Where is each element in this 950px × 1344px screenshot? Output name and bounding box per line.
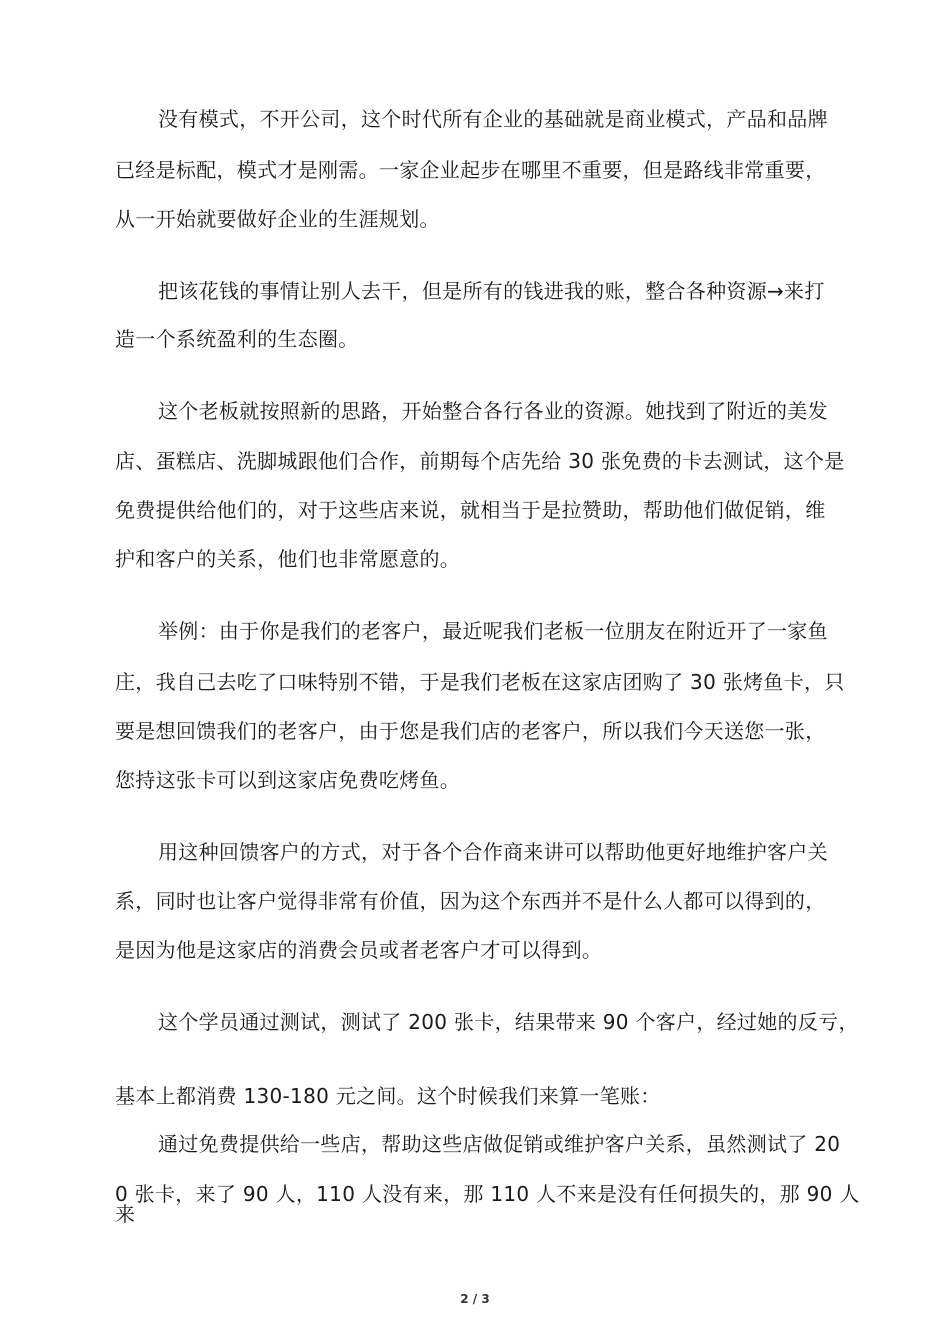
paragraph-7-line-1: 通过免费提供给一些店，帮助这些店做促销或维护客户关系，虽然测试了 20: [158, 1132, 841, 1156]
paragraph-3-line-1: 这个老板就按照新的思路，开始整合各行各业的资源。她找到了附近的美发: [158, 399, 828, 423]
paragraph-6-line-2: 基本上都消费 130-180 元之间。这个时候我们来算一笔账：: [115, 1084, 661, 1108]
paragraph-3-line-4: 护和客户的关系，他们也非常愿意的。: [115, 547, 461, 571]
paragraph-1-line-1: 没有模式，不开公司，这个时代所有企业的基础就是商业模式，产品和品牌: [158, 107, 828, 131]
paragraph-2-line-2: 造一个系统盈利的生态圈。: [115, 327, 359, 351]
paragraph-3-line-3: 免费提供给他们的，对于这些店来说，就相当于是拉赞助，帮助他们做促销，维: [115, 498, 826, 522]
paragraph-5-line-1: 用这种回馈客户的方式，对于各个合作商来讲可以帮助他更好地维护客户关: [158, 840, 828, 864]
paragraph-5-line-2: 系，同时也让客户觉得非常有价值，因为这个东西并不是什么人都可以得到的，: [115, 889, 826, 913]
paragraph-2-line-1: 把该花钱的事情让别人去干，但是所有的钱进我的账，整合各种资源→来打: [158, 279, 825, 303]
paragraph-1-line-3: 从一开始就要做好企业的生涯规划。: [115, 207, 440, 231]
paragraph-6-line-1: 这个学员通过测试，测试了 200 张卡，结果带来 90 个客户，经过她的反亏，: [158, 1010, 859, 1034]
paragraph-4-line-4: 您持这张卡可以到这家店免费吃烤鱼。: [115, 768, 461, 792]
paragraph-3-line-2: 店、蛋糕店、洗脚城跟他们合作，前期每个店先给 30 张免费的卡去测试，这个是: [115, 449, 845, 473]
paragraph-4-line-2: 庄，我自己去吃了口味特别不错，于是我们老板在这家店团购了 30 张烤鱼卡，只: [115, 670, 845, 694]
paragraph-5-line-3: 是因为他是这家店的消费会员或者老客户才可以得到。: [115, 938, 603, 962]
paragraph-4-line-3: 要是想回馈我们的老客户，由于您是我们店的老客户，所以我们今天送您一张，: [115, 719, 826, 743]
paragraph-1-line-2: 已经是标配，模式才是刚需。一家企业起步在哪里不重要，但是路线非常重要，: [115, 158, 826, 182]
page-number: 2 / 3: [460, 1292, 490, 1306]
paragraph-4-line-1: 举例：由于你是我们的老客户，最近呢我们老板一位朋友在附近开了一家鱼: [158, 619, 828, 643]
paragraph-7-line-2: 0 张卡，来了 90 人，110 人没有来，那 110 人不来是没有任何损失的，那 90 人来: [115, 1182, 860, 1226]
